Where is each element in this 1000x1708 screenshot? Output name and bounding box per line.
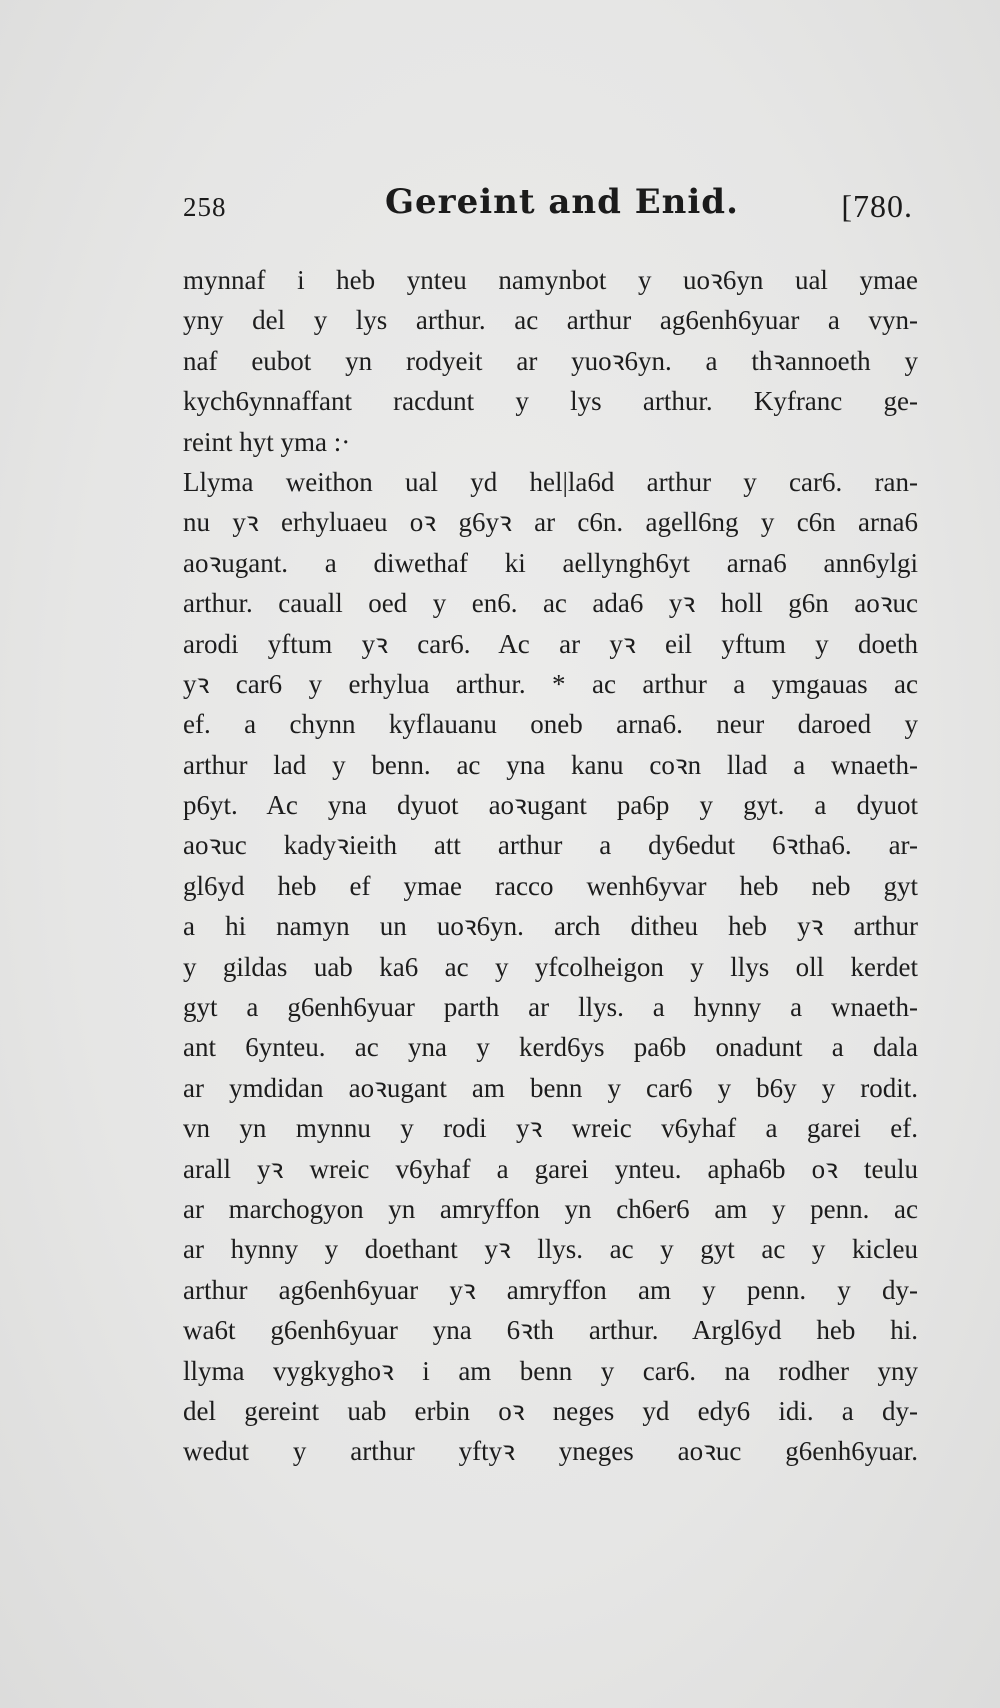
- text-line: ar ymdidan aoꝛugant am benn y car6 y b6y y rodit.: [183, 1072, 918, 1103]
- text-line: arthur lad y benn. ac yna kanu coꝛn llad a wnaeth-: [183, 749, 918, 780]
- text-line: p6yt. Ac yna dyuot aoꝛugant pa6p y gyt. a dyuot: [183, 790, 918, 821]
- text-line: wedut y arthur yftyꝛ yneges aoꝛuc g6enh6yuar.: [183, 1436, 918, 1467]
- text-line: Llyma weithon ual yd hel|la6d arthur y car6. ran-: [183, 466, 918, 497]
- line-reference: [780.: [841, 188, 913, 224]
- text-line: aoꝛugant. a diwethaf ki aellyngh6yt arna6 ann6ylgi: [183, 547, 918, 578]
- text-line: wa6t g6enh6yuar yna 6ꝛth arthur. Argl6yd heb hi.: [183, 1315, 918, 1346]
- text-line: llyma vygkyghoꝛ i am benn y car6. na rodher yny: [183, 1355, 918, 1386]
- page-number: 258: [183, 192, 227, 222]
- text-line: arall yꝛ wreic v6yhaf a garei ynteu. apha6b oꝛ teulu: [183, 1153, 918, 1184]
- text-line: ar marchogyon yn amryffon yn ch6er6 am y penn. ac: [183, 1193, 918, 1224]
- running-title: Gereint and Enid.: [385, 182, 739, 222]
- text-line: yꝛ car6 y erhylua arthur. * ac arthur a ymgauas ac: [183, 668, 918, 699]
- text-line: kych6ynnaffant racdunt y lys arthur. Kyfranc ge-: [183, 386, 918, 417]
- text-line: reint hyt yma :·: [183, 426, 351, 457]
- text-line: ef. a chynn kyflauanu oneb arna6. neur daroed y: [183, 709, 918, 740]
- text-line: gl6yd heb ef ymae racco wenh6yvar heb neb gyt: [183, 870, 918, 901]
- page-header: [183, 180, 913, 230]
- text-line: ant 6ynteu. ac yna y kerd6ys pa6b onadunt a dala: [183, 1032, 918, 1063]
- text-line: nu yꝛ erhyluaeu oꝛ g6yꝛ ar c6n. agell6ng y c6n arna6: [183, 507, 918, 538]
- text-line: arodi yftum yꝛ car6. Ac ar yꝛ eil yftum y doeth: [183, 628, 918, 659]
- text-line: del gereint uab erbin oꝛ neges yd edy6 idi. a dy-: [183, 1395, 918, 1426]
- text-line: arthur. cauall oed y en6. ac ada6 yꝛ holl g6n aoꝛuc: [183, 588, 918, 619]
- text-line: gyt a g6enh6yuar parth ar llys. a hynny a wnaeth-: [183, 992, 918, 1023]
- text-line: aoꝛuc kadyꝛieith att arthur a dy6edut 6ꝛtha6. ar-: [183, 830, 918, 861]
- text-line: ar hynny y doethant yꝛ llys. ac y gyt ac y kicleu: [183, 1234, 918, 1265]
- text-line: a hi namyn un uoꝛ6yn. arch ditheu heb yꝛ arthur: [183, 911, 918, 942]
- body-text: [183, 260, 918, 1472]
- text-line: yny del y lys arthur. ac arthur ag6enh6yuar a vyn-: [183, 305, 918, 336]
- text-line: y gildas uab ka6 ac y yfcolheigon y llys oll kerdet: [183, 951, 918, 982]
- text-line: arthur ag6enh6yuar yꝛ amryffon am y penn. y dy-: [183, 1274, 918, 1305]
- text-line: naf eubot yn rodyeit ar yuoꝛ6yn. a thꝛannoeth y: [183, 345, 918, 376]
- text-line: vn yn mynnu y rodi yꝛ wreic v6yhaf a garei ef.: [183, 1113, 918, 1144]
- text-line: mynnaf i heb ynteu namynbot y uoꝛ6yn ual ymae: [183, 265, 918, 295]
